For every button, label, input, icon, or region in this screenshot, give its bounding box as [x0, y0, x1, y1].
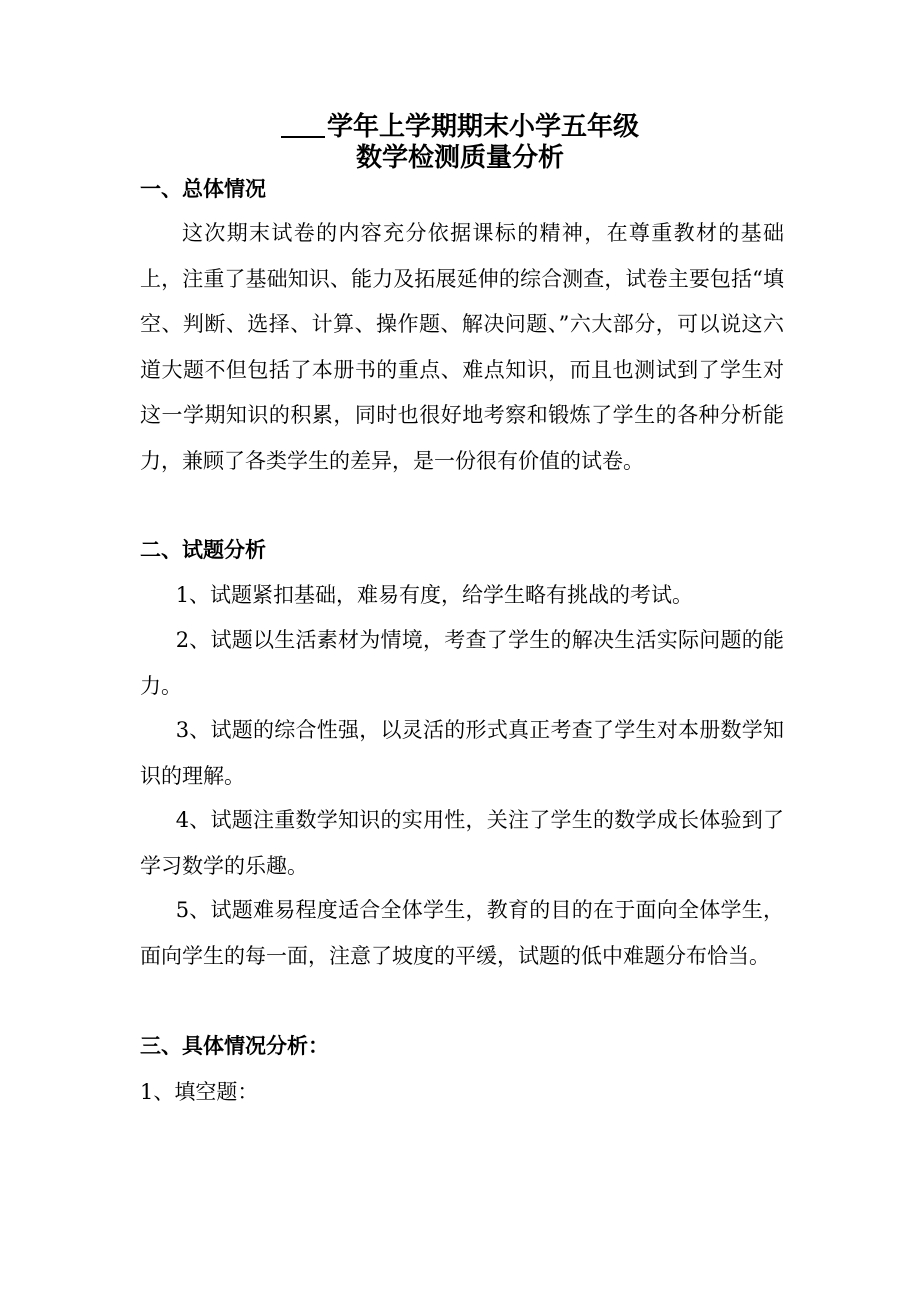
- section2-item-4: 4、试题注重数学知识的实用性，关注了学生的数学成长体验到了学习数学的乐趣。: [140, 808, 784, 878]
- section2-item-5: 5、试题难易程度适合全体学生，教育的目的在于面向全体学生，面向学生的每一面，注意了坡度的平缓，试题的低中难题分布恰当。: [140, 898, 784, 968]
- section1-paragraph: 这次期末试卷的内容充分依据课标的精神，在尊重教材的基础上，注重了基础知识、能力及拓展延伸的综合测查，试卷主要包括“填空、判断、选择、计算、操作题、解决问题、”六大部分，可以说这六道大题不但包括了本册书的重点、难点知识，而且也测试到了学生对这一学期知识的积累，同时也很好地考察和锻炼了学生的各种分析能力，兼顾了各类学生的差异，是一份很有价值的试卷。: [140, 221, 784, 473]
- title-line1-text: 学年上学期期末小学五年级: [326, 112, 639, 142]
- title-blank-underline: [281, 110, 325, 138]
- section2-item-1: 1、试题紧扣基础，难易有度，给学生略有挑战的考试。: [175, 583, 694, 607]
- section1-heading: 一、总体情况: [140, 177, 266, 201]
- section2-item-2: 2、试题以生活素材为情境，考查了学生的解决生活实际问题的能力。: [140, 628, 784, 698]
- document-title-line2: 数学检测质量分析: [355, 143, 564, 173]
- section3-sub1: 1、填空题：: [140, 1080, 259, 1104]
- section2-heading: 二、试题分析: [140, 538, 266, 562]
- document-title-line1: [0, 110, 920, 143]
- section3-heading: 三、具体情况分析：: [140, 1034, 329, 1058]
- section2-item-3: 3、试题的综合性强，以灵活的形式真正考查了学生对本册数学知识的理解。: [140, 718, 784, 788]
